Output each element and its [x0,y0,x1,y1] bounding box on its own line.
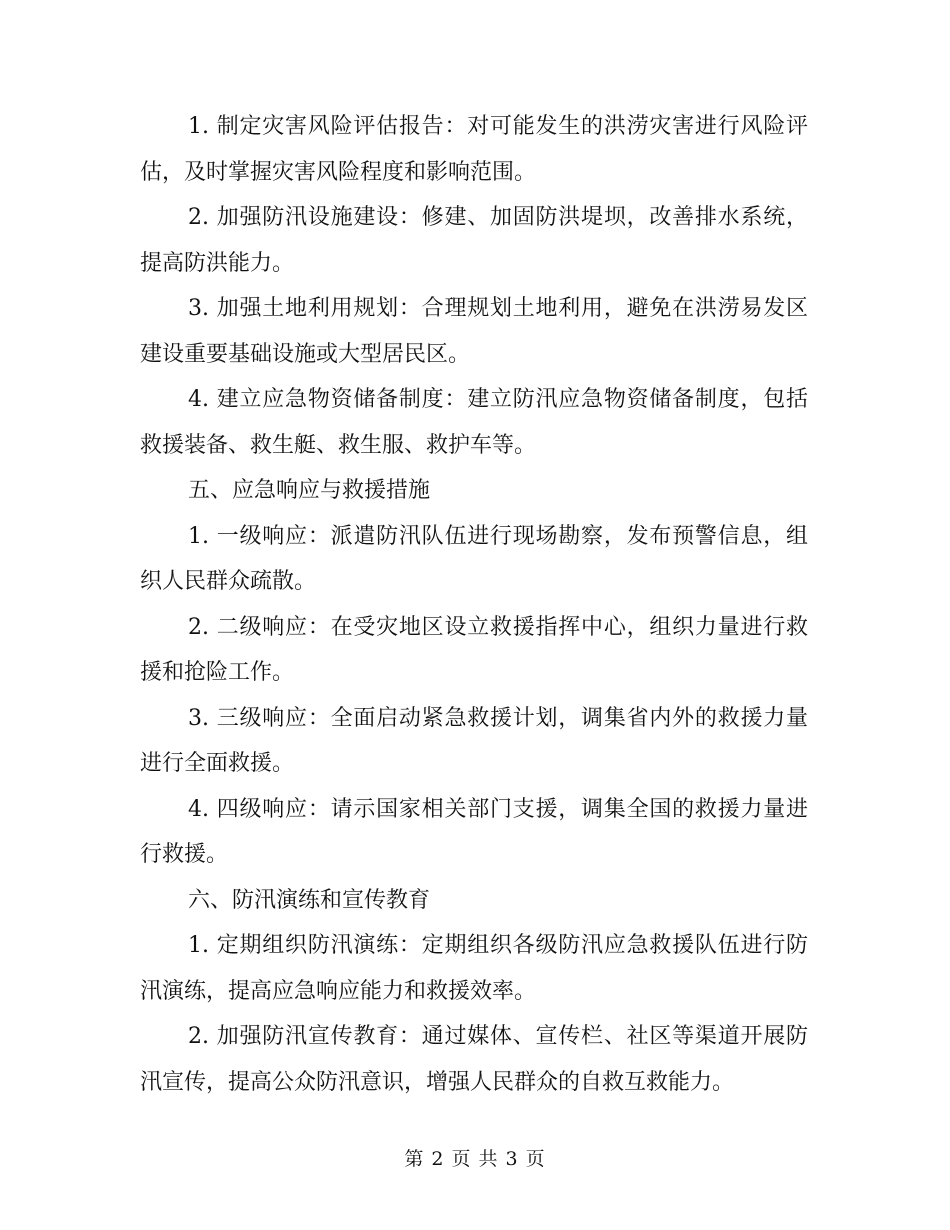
document-body [140,104,808,1105]
paragraph-flood-drills: 1. 定期组织防汛演练：定期组织各级防汛应急救援队伍进行防汛演练，提高应急响应能力和救援效率。 [140,933,808,1004]
paragraph-level-4-response: 4. 四级响应：请示国家相关部门支援，调集全国的救援力量进行救援。 [140,796,808,867]
section-heading-emergency-response: 五、应急响应与救援措施 [188,478,431,503]
paragraph-level-1-response: 1. 一级响应：派遣防汛队伍进行现场勘察，发布预警信息，组织人民群众疏散。 [140,523,808,594]
page-number-footer: 第 2 页 共 3 页 [404,1148,546,1170]
paragraph-flood-facilities: 2. 加强防汛设施建设：修建、加固防洪堤坝，改善排水系统，提高防洪能力。 [140,205,808,276]
paragraph-land-planning: 3. 加强土地利用规划：合理规划土地利用，避免在洪涝易发区建设重要基础设施或大型居民区。 [140,296,808,367]
paragraph-level-2-response: 2. 二级响应：在受灾地区设立救援指挥中心，组织力量进行救援和抢险工作。 [140,614,808,685]
paragraph-level-3-response: 3. 三级响应：全面启动紧急救援计划，调集省内外的救援力量进行全面救援。 [140,705,808,776]
paragraph-emergency-supplies: 4. 建立应急物资储备制度：建立防汛应急物资储备制度，包括救援装备、救生艇、救生服、救护车等。 [140,387,808,458]
paragraph-risk-assessment: 1. 制定灾害风险评估报告：对可能发生的洪涝灾害进行风险评估，及时掌握灾害风险程度和影响范围。 [140,114,808,185]
section-heading-drills-education: 六、防汛演练和宣传教育 [188,887,431,913]
paragraph-flood-publicity: 2. 加强防汛宣传教育：通过媒体、宣传栏、社区等渠道开展防汛宣传，提高公众防汛意识，增强人民群众的自救互救能力。 [140,1024,808,1095]
